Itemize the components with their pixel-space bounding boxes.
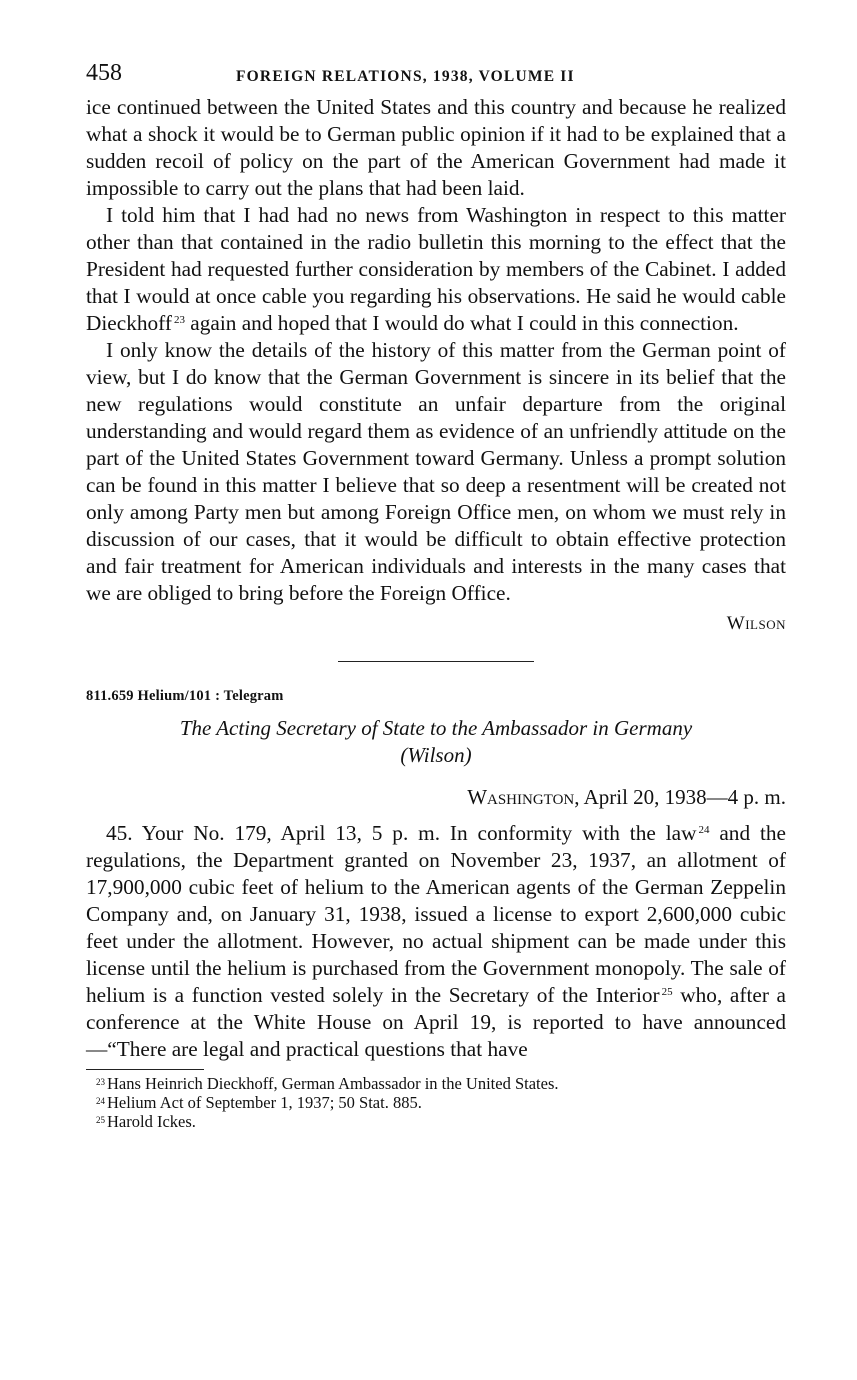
previous-document-body — [86, 94, 786, 607]
footnote-reference: 24 — [698, 824, 710, 836]
paragraph-text: who, after a conference at the White House on April 19, is reported to have announced—“There are legal and practical questions that have — [86, 983, 787, 1061]
footnote-rule — [86, 1069, 204, 1070]
running-head-title: FOREIGN RELATIONS, 1938, VOLUME II — [236, 68, 575, 85]
document-page — [86, 60, 786, 1131]
footnote-text: Helium Act of September 1, 1937; 50 Stat. 885. — [107, 1093, 422, 1112]
footnote-text: Hans Heinrich Dieckhoff, German Ambassador in the United States. — [107, 1074, 559, 1093]
paragraph-text: 45. Your No. 179, April 13, 5 p. m. In conformity with the law — [106, 821, 697, 845]
dateline-time: April 20, 1938—4 p. m. — [579, 785, 786, 809]
paragraph: ice continued between the United States and this country and because he realized what a shock it would be to German public opinion if it had to be explained that a sudden recoil of policy on the part of the American Government had made it impossible to carry out the plans that had been laid. — [86, 95, 786, 200]
dateline — [86, 785, 786, 810]
file-reference: 811.659 Helium/101 : Telegram — [86, 688, 284, 704]
paragraph-text: and the regulations, the Department granted on November 23, 1937, an allotment of 17,900,000 cubic feet of helium to the American agents of the German Zeppelin Company and, on January 31, 1938, issued a license to export 2,600,000 cubic feet under the allotment. However, no actual shipment can be made under this license until the helium is purchased from the Government monopoly. The sale of helium is a function vested solely in the Secretary of the Interior — [86, 821, 786, 1007]
paragraph — [86, 820, 786, 1063]
dateline-place: Washington, — [467, 785, 580, 809]
footnote-reference: 25 — [661, 986, 673, 998]
paragraph: I only know the details of the history of this matter from the German point of view, but I do know that the German Government is sincere in its belief that the new regulations would constitute an unfair departure from the original understanding and would regard them as evidence of an unfriendly attitude on the part of the United States Government toward Germany. Unless a prompt solution can be found in this matter I believe that so deep a resentment will be created not only among Party men but among Foreign Office men, on whom we must rely in discussion of our cases, that it would be difficult to obtain effective protection and fair treatment for American individuals and interests in the many cases that we are obliged to bring before the Foreign Office. — [86, 338, 786, 605]
footnote-text: Harold Ickes. — [107, 1112, 196, 1131]
paragraph-text: again and hoped that I would do what I could in this connection. — [184, 311, 739, 335]
signature: Wilson — [726, 613, 786, 634]
footnote — [96, 1074, 786, 1093]
paragraph-text: I told him that I had had no news from Washington in respect to this matter other than that contained in the radio bulletin this morning to the effect that the President had requested further consideration by members of the Cabinet. I added that I would at once cable you regarding his observations. He said he would cable Dieckhoff — [86, 203, 786, 335]
footnotes — [86, 1074, 786, 1131]
footnote-number: 24 — [96, 1096, 105, 1106]
heading-line: The Acting Secretary of State to the Ambassador in Germany — [179, 716, 693, 740]
running-head — [86, 60, 786, 94]
footnote-number: 23 — [96, 1077, 105, 1087]
page-number: 458 — [86, 60, 122, 86]
footnote — [96, 1093, 786, 1112]
telegram-body — [86, 820, 786, 1063]
footnote-number: 25 — [96, 1115, 105, 1125]
document-heading — [86, 715, 786, 769]
footnote-reference: 23 — [173, 314, 185, 326]
footnote — [96, 1112, 786, 1131]
heading-line: (Wilson) — [400, 743, 472, 767]
section-divider — [338, 661, 534, 662]
paragraph — [86, 202, 786, 337]
